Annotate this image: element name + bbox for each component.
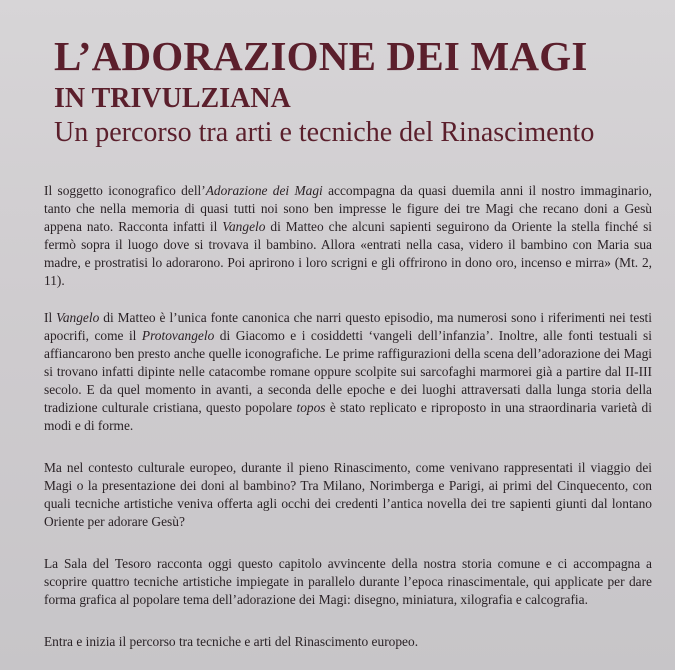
body-text: [44, 182, 652, 651]
paragraph-2-text-e: di Giacomo e i cosiddetti ‘vangeli dell’infanzia’. Inoltre, alle fonti testuali si affiancarono ben presto anche quelle iconografiche. Le prime raffigurazioni della scena dell’adorazione dei Magi si trovano infatti dipinte nelle catacombe romane oppure scolpite sui sarcofaghi marmorei già a partire dal II-III secolo. E da quel momento in avanti, a seconda delle epoche e dei luoghi attraversati dalla lunga storia della tradizione culturale cristiana, questo popolare: [44, 328, 652, 415]
paragraph-2: [44, 309, 652, 435]
page-subtitle: IN TRIVULZIANA: [54, 83, 291, 114]
paragraph-1-italic-adorazione: Adorazione dei Magi: [205, 183, 323, 198]
paragraph-4: La Sala del Tesoro racconta oggi questo capitolo avvincente della nostra storia comune e ci accompagna a scoprire quattro tecniche artistiche impiegate in parallelo durante l’epoca rinascimentale, qui applicate per dare forma grafica al popolare tema dell’adorazione dei Magi: disegno, miniatura, xilografia e calcografia.: [44, 556, 652, 607]
page-tagline: Un percorso tra arti e tecniche del Rinascimento: [54, 117, 595, 148]
page-title: L’ADORAZIONE DEI MAGI: [54, 33, 588, 79]
paragraph-2-italic-vangelo: Vangelo: [56, 310, 100, 325]
title-block: [54, 34, 654, 148]
paragraph-1: [44, 182, 652, 290]
paragraph-2-text-g: è stato replicato e riproposto in una straordinaria varietà di modi e di forme.: [44, 400, 652, 433]
paragraph-3: Ma nel contesto culturale europeo, durante il pieno Rinascimento, come venivano rappresentati il viaggio dei Magi o la presentazione dei doni al bambino? Tra Milano, Norimberga e Parigi, ai primi del Cinquecento, con quali tecniche artistiche veniva offerta agli occhi dei credenti l’antica novella dei tre sapienti giunti dal lontano Oriente per adorare Gesù?: [44, 460, 652, 529]
paragraph-1-italic-vangelo: Vangelo: [222, 219, 266, 234]
paragraph-2-italic-protovangelo: Protovangelo: [141, 328, 215, 343]
paragraph-1-text-e: di Matteo che alcuni sapienti seguirono da Oriente la stella finché si fermò sopra il luogo dove si trovava il bambino. Allora «entrati nella casa, videro il bambino con Maria sua madre, e prostratisi lo adorarono. Poi aprirono i loro scrigni e gli offrirono in dono oro, incenso e mirra» (Mt. 2, 11).: [44, 219, 652, 288]
paragraph-1-text-c: accompagna da quasi duemila anni il nostro immaginario, tanto che nella memoria di quasi tutti noi sono ben impresse le figure dei tre Magi che recano doni a Gesù appena nato. Racconta infatti il: [44, 183, 653, 234]
paragraph-5: Entra e inizia il percorso tra tecniche e arti del Rinascimento europeo.: [44, 634, 419, 649]
paragraph-1-text-a: Il soggetto iconografico dell’: [44, 183, 206, 198]
paragraph-2-italic-topos: topos: [296, 400, 326, 415]
paragraph-2-text-c: di Matteo è l’unica fonte canonica che narri questo episodio, ma numerosi sono i riferimenti nei testi apocrifi, come il: [44, 310, 652, 343]
paragraph-2-text-a: Il: [44, 310, 57, 325]
